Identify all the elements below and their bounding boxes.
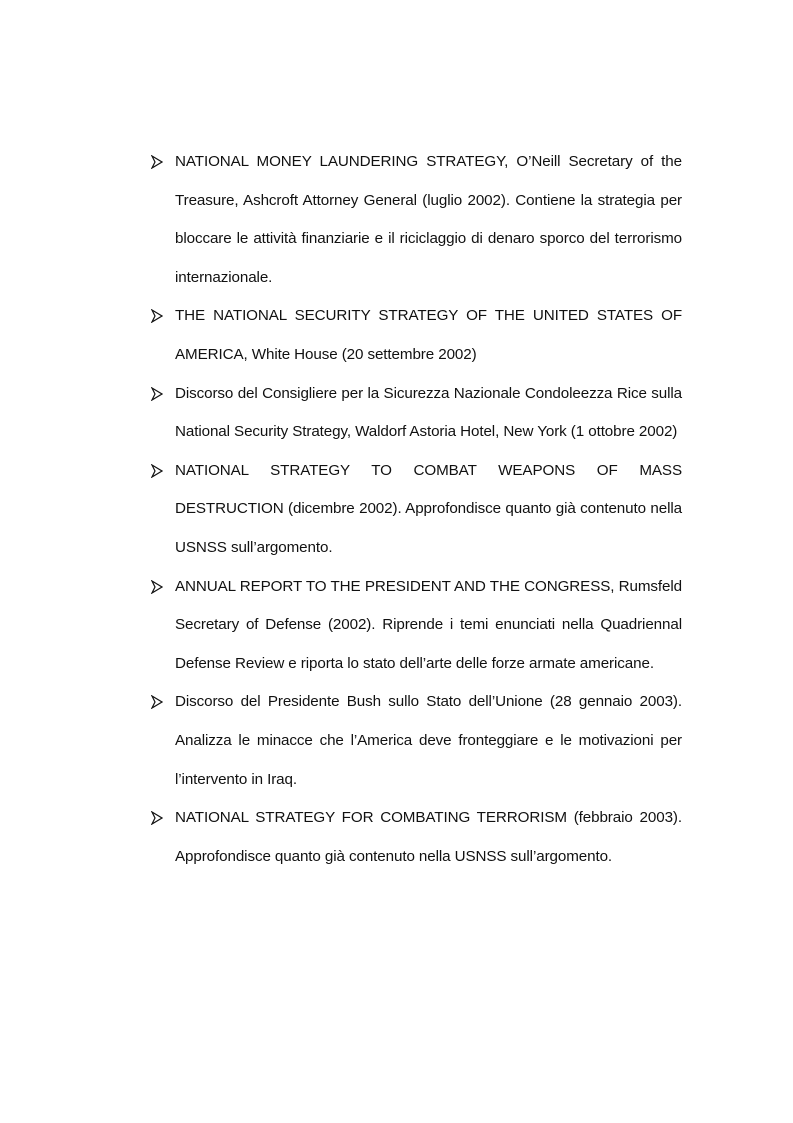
list-item [150, 683, 682, 799]
list-item-text: Discorso del Consigliere per la Sicurezza Nazionale Condoleezza Rice sulla National Security Strategy, Waldorf Astoria Hotel, New York (1 ottobre 2002) [175, 384, 682, 441]
arrow-bullet-icon [151, 155, 163, 169]
list-item [150, 452, 682, 568]
list-item-text: NATIONAL STRATEGY FOR COMBATING TERRORISM (febbraio 2003). Approfondisce quanto già contenuto nella USNSS sull’argomento. [175, 809, 682, 865]
list-item [150, 297, 682, 374]
arrow-bullet-icon [151, 387, 163, 401]
list-item [150, 143, 682, 297]
arrow-bullet-icon [151, 811, 163, 825]
arrow-bullet-icon [151, 695, 163, 709]
list-item-text: ANNUAL REPORT TO THE PRESIDENT AND THE CONGRESS, Rumsfeld Secretary of Defense (2002). Riprende i temi enunciati nella Quadriennal Defense Review e riporta lo stato dell’arte delle forze armate americane. [175, 577, 682, 672]
list-item-text: NATIONAL MONEY LAUNDERING STRATEGY, O’Neill Secretary of the Treasure, Ashcroft Attorney General (luglio 2002). Contiene la strategia per bloccare le attività finanziarie e il riciclaggio di denaro sporco del terrorismo internazionale. [175, 153, 682, 286]
arrow-bullet-icon [151, 464, 163, 478]
arrow-bullet-icon [151, 580, 163, 594]
list-item-text: Discorso del Presidente Bush sullo Stato dell’Unione (28 gennaio 2003). Analizza le minacce che l’America deve fronteggiare e le motivazioni per l’intervento in Iraq. [175, 693, 682, 788]
bullet-list [150, 143, 682, 876]
list-item [150, 799, 682, 876]
arrow-bullet-icon [151, 309, 163, 323]
list-item [150, 568, 682, 684]
list-item [150, 375, 682, 452]
list-item-text: THE NATIONAL SECURITY STRATEGY OF THE UNITED STATES OF AMERICA, White House (20 settembre 2002) [175, 307, 682, 363]
list-item-text: NATIONAL STRATEGY TO COMBAT WEAPONS OF MASS DESTRUCTION (dicembre 2002). Approfondisce quanto già contenuto nella USNSS sull’argomento. [175, 461, 682, 556]
